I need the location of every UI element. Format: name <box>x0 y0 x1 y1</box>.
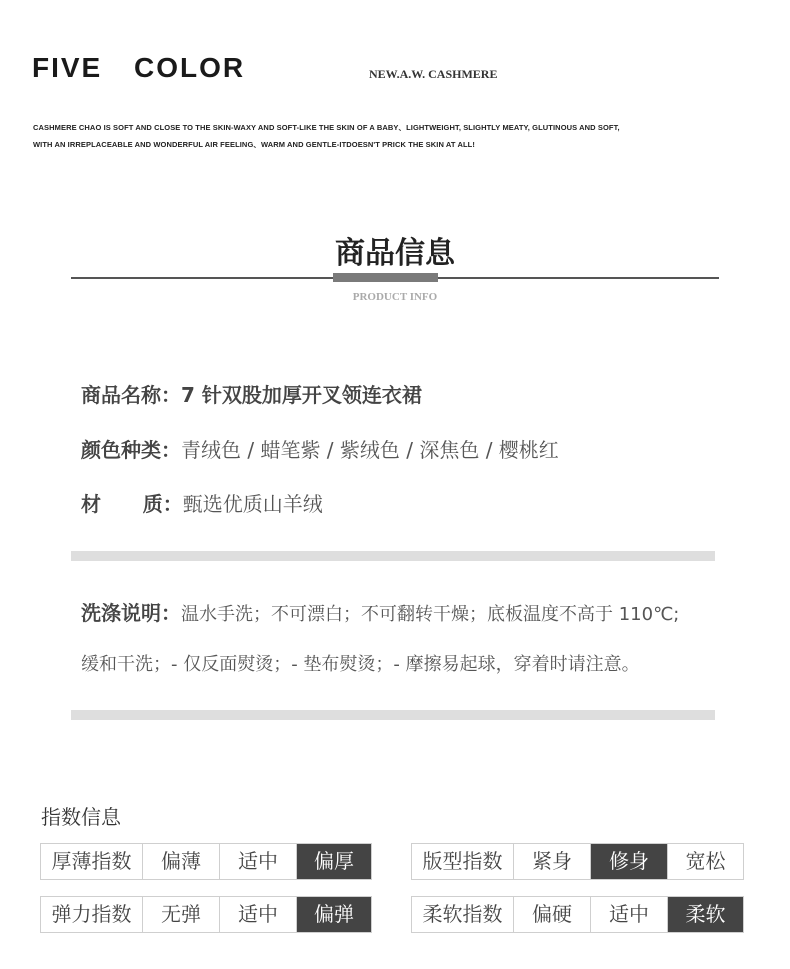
section-divider-1 <box>71 551 715 561</box>
index-option: 偏硬 <box>513 897 590 932</box>
washing-text-2: 缓和干洗；- 仅反面熨烫；- 垫布熨烫；- 摩擦易起球，穿着时请注意。 <box>81 654 640 675</box>
index-option-selected: 偏厚 <box>296 844 371 879</box>
index-option: 适中 <box>219 844 296 879</box>
product-name-label: 商品名称： <box>81 383 181 407</box>
washing-line-1 <box>81 597 679 626</box>
index-option: 适中 <box>590 897 667 932</box>
section-divider-2 <box>71 710 715 720</box>
index-label: 弹力指数 <box>51 902 132 926</box>
index-option-selected: 偏弹 <box>296 897 371 932</box>
index-label: 柔软指数 <box>422 902 503 926</box>
description-line-2: WITH AN IRREPLACEABLE AND WONDERFUL AIR FEELING、WARM AND GENTLE-ITDOESN'T PRICK THE SKIN AT ALL! <box>33 140 475 149</box>
description-line-1: CASHMERE CHAO IS SOFT AND CLOSE TO THE SKIN-WAXY AND SOFT-LIKE THE SKIN OF A BABY、LIGHTWEIGHT, SLIGHTLY MEATY, GLUTINOUS AND SOFT, <box>33 123 620 132</box>
index-option: 偏薄 <box>142 844 219 879</box>
washing-line-2 <box>81 650 640 676</box>
index-label: 版型指数 <box>422 849 503 873</box>
index-label: 厚薄指数 <box>51 849 132 873</box>
product-name-value: 7 针双股加厚开叉领连衣裙 <box>181 383 422 407</box>
section-subtitle: PRODUCT INFO <box>352 291 438 303</box>
material-row <box>81 488 323 517</box>
color-label: 颜色种类： <box>81 438 181 462</box>
section-title: 商品信息 <box>335 236 455 271</box>
index-option: 适中 <box>219 897 296 932</box>
index-table-thickness <box>40 843 372 880</box>
washing-label: 洗涤说明： <box>81 601 181 625</box>
washing-text-1: 温水手洗；不可漂白；不可翻转干燥；底板温度不高于 110℃; <box>181 604 680 625</box>
color-value: 青绒色 / 蜡笔紫 / 紫绒色 / 深焦色 / 樱桃红 <box>181 438 559 462</box>
index-table-elasticity <box>40 896 372 933</box>
index-table-softness <box>411 896 744 933</box>
index-table-fit <box>411 843 744 880</box>
index-option-selected: 柔软 <box>667 897 743 932</box>
index-title: 指数信息 <box>41 805 121 829</box>
brand-title: FIVE COLOR <box>32 52 246 83</box>
color-row <box>81 434 559 463</box>
index-option: 无弹 <box>142 897 219 932</box>
sub-brand: NEW.A.W. CASHMERE <box>369 67 498 81</box>
index-option: 宽松 <box>667 844 743 879</box>
index-option: 紧身 <box>513 844 590 879</box>
title-accent-bar <box>333 273 438 282</box>
index-option-selected: 修身 <box>590 844 667 879</box>
material-label: 材 质： <box>81 492 183 516</box>
product-name-row <box>81 379 422 408</box>
material-value: 甄选优质山羊绒 <box>182 492 323 516</box>
